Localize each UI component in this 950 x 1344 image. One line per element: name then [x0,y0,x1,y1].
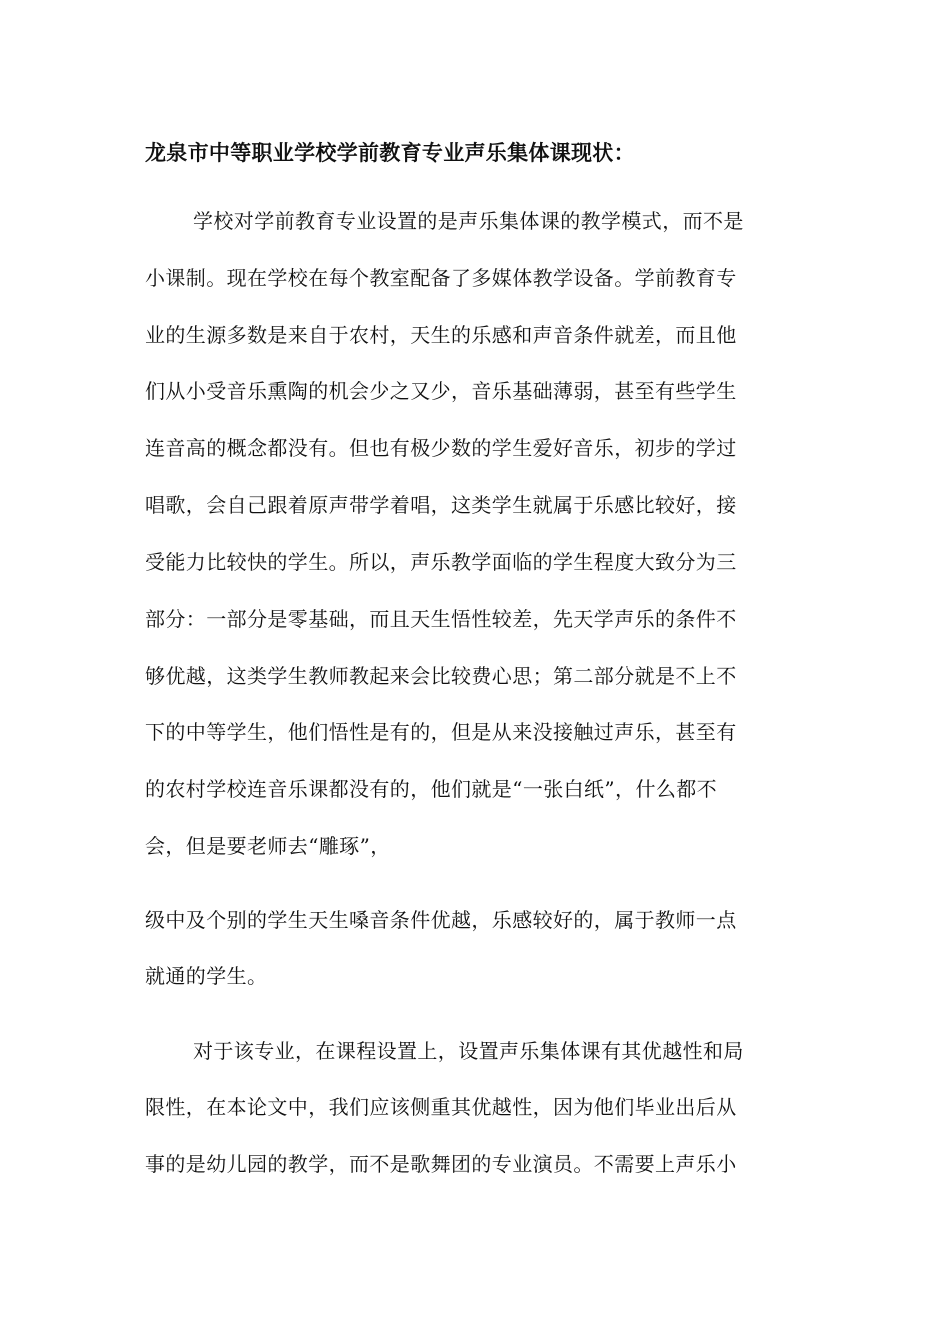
paragraph-line: 的农村学校连音乐课都没有的，他们就是“一张白纸”，什么都不 [145,777,718,801]
paragraph-line: 业的生源多数是来自于农村，天生的乐感和声音条件就差，而且他 [145,323,737,347]
paragraph-line: 部分：一部分是零基础，而且天生悟性较差，先天学声乐的条件不 [145,607,737,631]
paragraph-line: 学校对学前教育专业设置的是声乐集体课的教学模式，而不是 [193,209,744,233]
paragraph-line: 限性，在本论文中，我们应该侧重其优越性，因为他们毕业出后从 [145,1095,737,1119]
paragraph-line: 就通的学生。 [145,964,268,988]
paragraph-line: 级中及个别的学生天生嗓音条件优越，乐感较好的，属于教师一点 [145,908,737,932]
paragraph-line: 连音高的概念都没有。但也有极少数的学生爱好音乐，初步的学过 [145,436,737,460]
paragraph-line: 受能力比较快的学生。所以，声乐教学面临的学生程度大致分为三 [145,550,737,574]
paragraph-line: 下的中等学生，他们悟性是有的，但是从来没接触过声乐，甚至有 [145,720,737,744]
section-heading: 龙泉市中等职业学校学前教育专业声乐集体课现状： [145,140,635,165]
paragraph-line: 对于该专业，在课程设置上，设置声乐集体课有其优越性和局 [193,1039,744,1063]
paragraph-line: 们从小受音乐熏陶的机会少之又少，音乐基础薄弱，甚至有些学生 [145,379,737,403]
paragraph-line: 会，但是要老师去“雕琢”， [145,834,391,858]
paragraph-line: 唱歌，会自己跟着原声带学着唱，这类学生就属于乐感比较好，接 [145,493,737,517]
paragraph-line: 够优越，这类学生教师教起来会比较费心思；第二部分就是不上不 [145,664,737,688]
paragraph-line: 事的是幼儿园的教学，而不是歌舞团的专业演员。不需要上声乐小 [145,1152,737,1176]
paragraph-line: 小课制。现在学校在每个教室配备了多媒体教学设备。学前教育专 [145,266,737,290]
